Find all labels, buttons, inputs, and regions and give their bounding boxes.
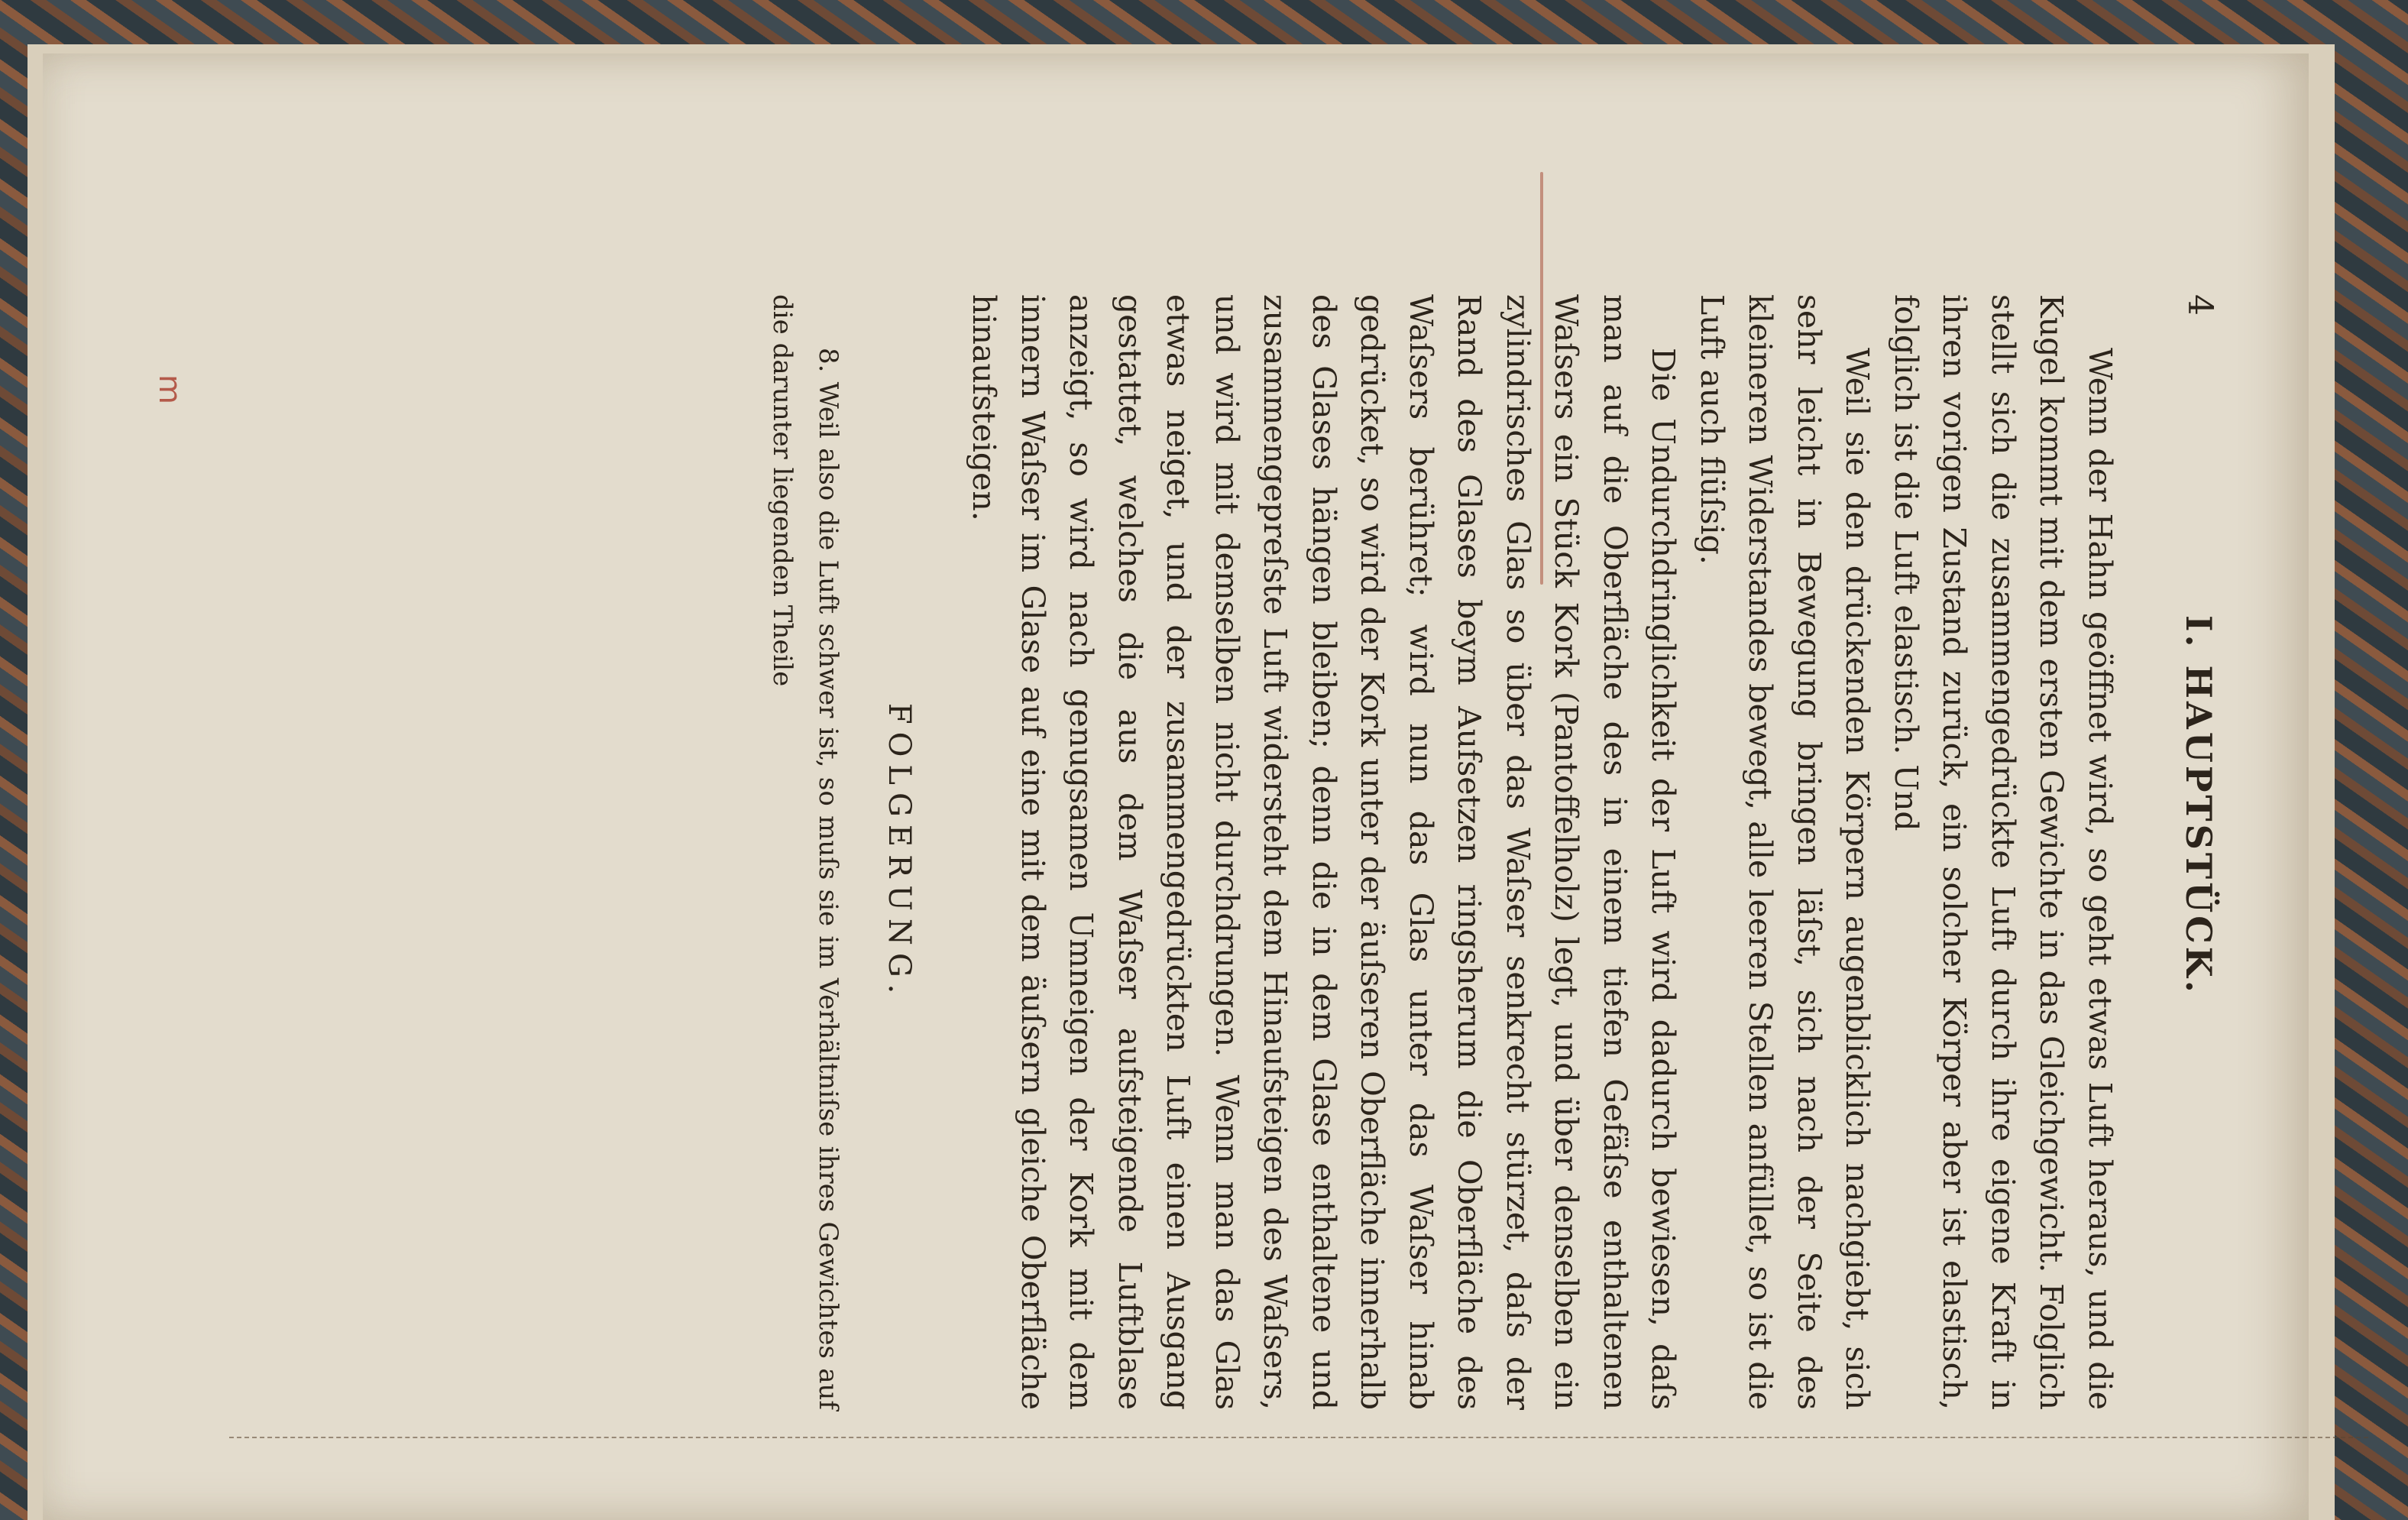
section-text: 8. Weil also die Luft schwer ist, so muſs sie im Verhältniſse ihres Gewichtes auf die darunter liegenden Theile [767, 294, 844, 1410]
body-text [760, 294, 2125, 1410]
paragraph: Die Undurchdringlichkeit der Luft wird dadurch bewiesen, daſs man auf die Oberfläche des in einem tiefen Gefäſse enthaltenen Waſsers ein Stück Kork (Pantoffelholz) legt, und über denselben ein zylindrisches Glas so über das Waſser senkrecht stürzet, daſs der Rand des Glases beym Aufsetzen ringsherum die Oberfläche des Waſsers berühret; wird nun das Glas unter das Waſser hinab gedrücket, so wird der Kork unter der äuſseren Oberfläche innerhalb des Glases hängen bleiben; denn die in dem Glase enthaltene und zusammengepreſste Luft widersteht dem Hinaufsteigen des Waſsers, und wird mit demselben nicht durchdrungen. Wenn man das Glas etwas neiget, und der zusammengedrückten Luft einen Ausgang gestattet, welches die aus dem Waſser aufsteigende Luftblase anzeigt, so wird nach genugsamen Umneigen der Kork mit dem innern Waſser im Glase auf eine mit dem äuſsern gleiche Oberfläche hinaufsteigen. [966, 294, 1682, 1410]
paragraph: Weil sie den drückenden Körpern augenblicklich nachgiebt, sich sehr leicht in Bewegung bringen läſst, sich nach der Seite des kleineren Widerstandes bewegt, alle leeren Stellen anfüllet, so ist die Luft auch flüſsig. [1694, 294, 1876, 1410]
binding-stitches [229, 1437, 2368, 1449]
section-heading: FOLGERUNG. [882, 702, 917, 1002]
page-text-rotated [325, 294, 2219, 1410]
page-number: 4 [2180, 294, 2219, 316]
paragraph: Wenn der Hahn geöffnet wird, so geht etwas Luft heraus, und die Kugel kommt mit dem ersten Gewichte in das Gleichgewicht. Folglich stellt sich die zusammengedrückte Luft durch ihre eigene Kraft in ihren vorigen Zustand zurück, ein solcher Körper aber ist elastisch, folglich ist die Luft elastisch. Und [1888, 294, 2118, 1410]
running-head: I. HAUPTSTÜCK. [2178, 615, 2219, 996]
handwritten-margin-mark: m [152, 374, 187, 404]
